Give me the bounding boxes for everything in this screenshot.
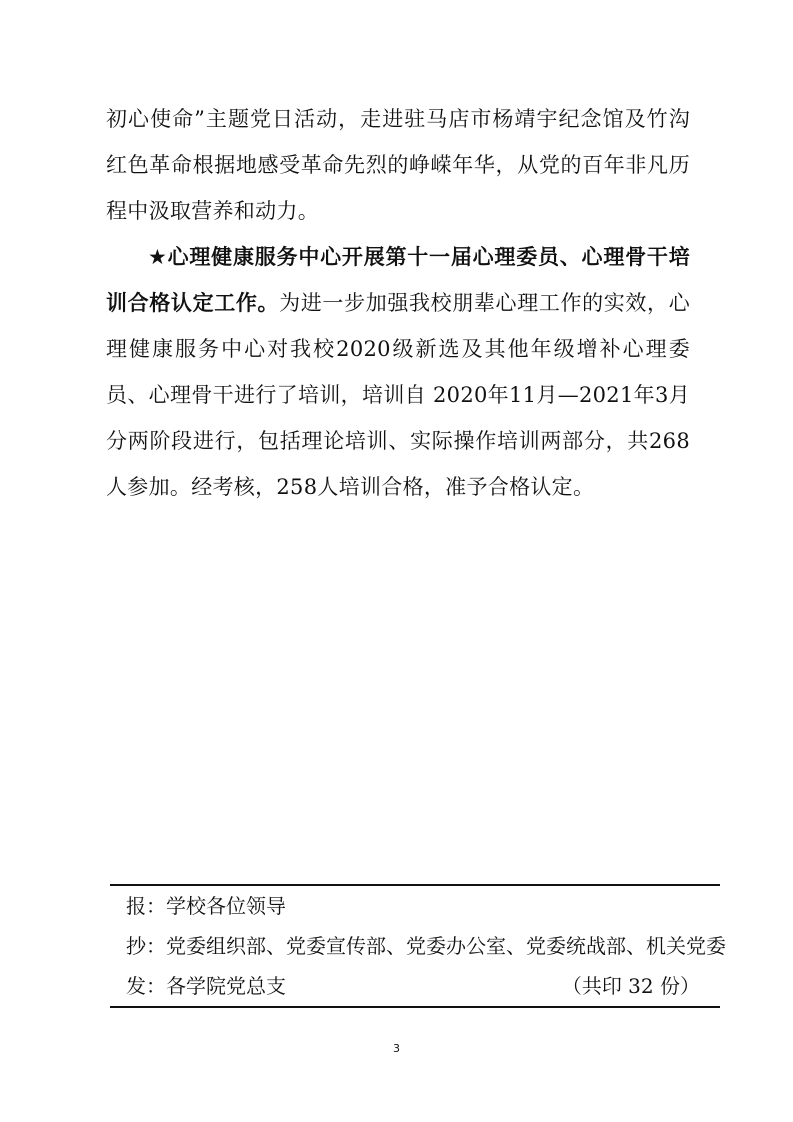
paragraph-text: 为进一步加强我校朋辈心理工作的实效，心理健康服务中心对我校2020级新选及其他年级增补心理委员、心理骨干进行了培训，培训自 2020年11月—2021年3月分两阶段进行，包括理论培训、实际操作培训两部分，共268人参加。经考核，258人培训合格，准予合格认定。 — [106, 291, 690, 499]
paragraph-continuation — [106, 96, 690, 234]
send-to-line — [110, 966, 720, 1006]
bottom-rule — [110, 1006, 720, 1008]
distribution-block — [110, 884, 726, 1008]
paragraph-headline: ★心理健康服务中心开展第十一届心理委员、心理骨干培训合格认定工作。 — [106, 245, 690, 315]
body-text — [106, 96, 690, 510]
copy-to-line — [110, 926, 726, 966]
report-to-line — [110, 886, 720, 926]
paragraph-text: 初心使命”主题党日活动，走进驻马店市杨靖宇纪念馆及竹沟红色革命根据地感受革命先烈的峥嵘年华，从党的百年非凡历程中汲取营养和动力。 — [106, 107, 690, 223]
paragraph-psych-training — [106, 234, 690, 510]
page-number: 3 — [393, 1042, 400, 1055]
report-to-text: 报：学校各位领导 — [126, 894, 286, 918]
send-to-text: 发：各学院党总支 — [126, 974, 286, 998]
copy-to-text: 抄：党委组织部、党委宣传部、党委办公室、党委统战部、机关党委 — [126, 934, 726, 958]
print-copies: （共印 32 份） — [561, 974, 700, 998]
